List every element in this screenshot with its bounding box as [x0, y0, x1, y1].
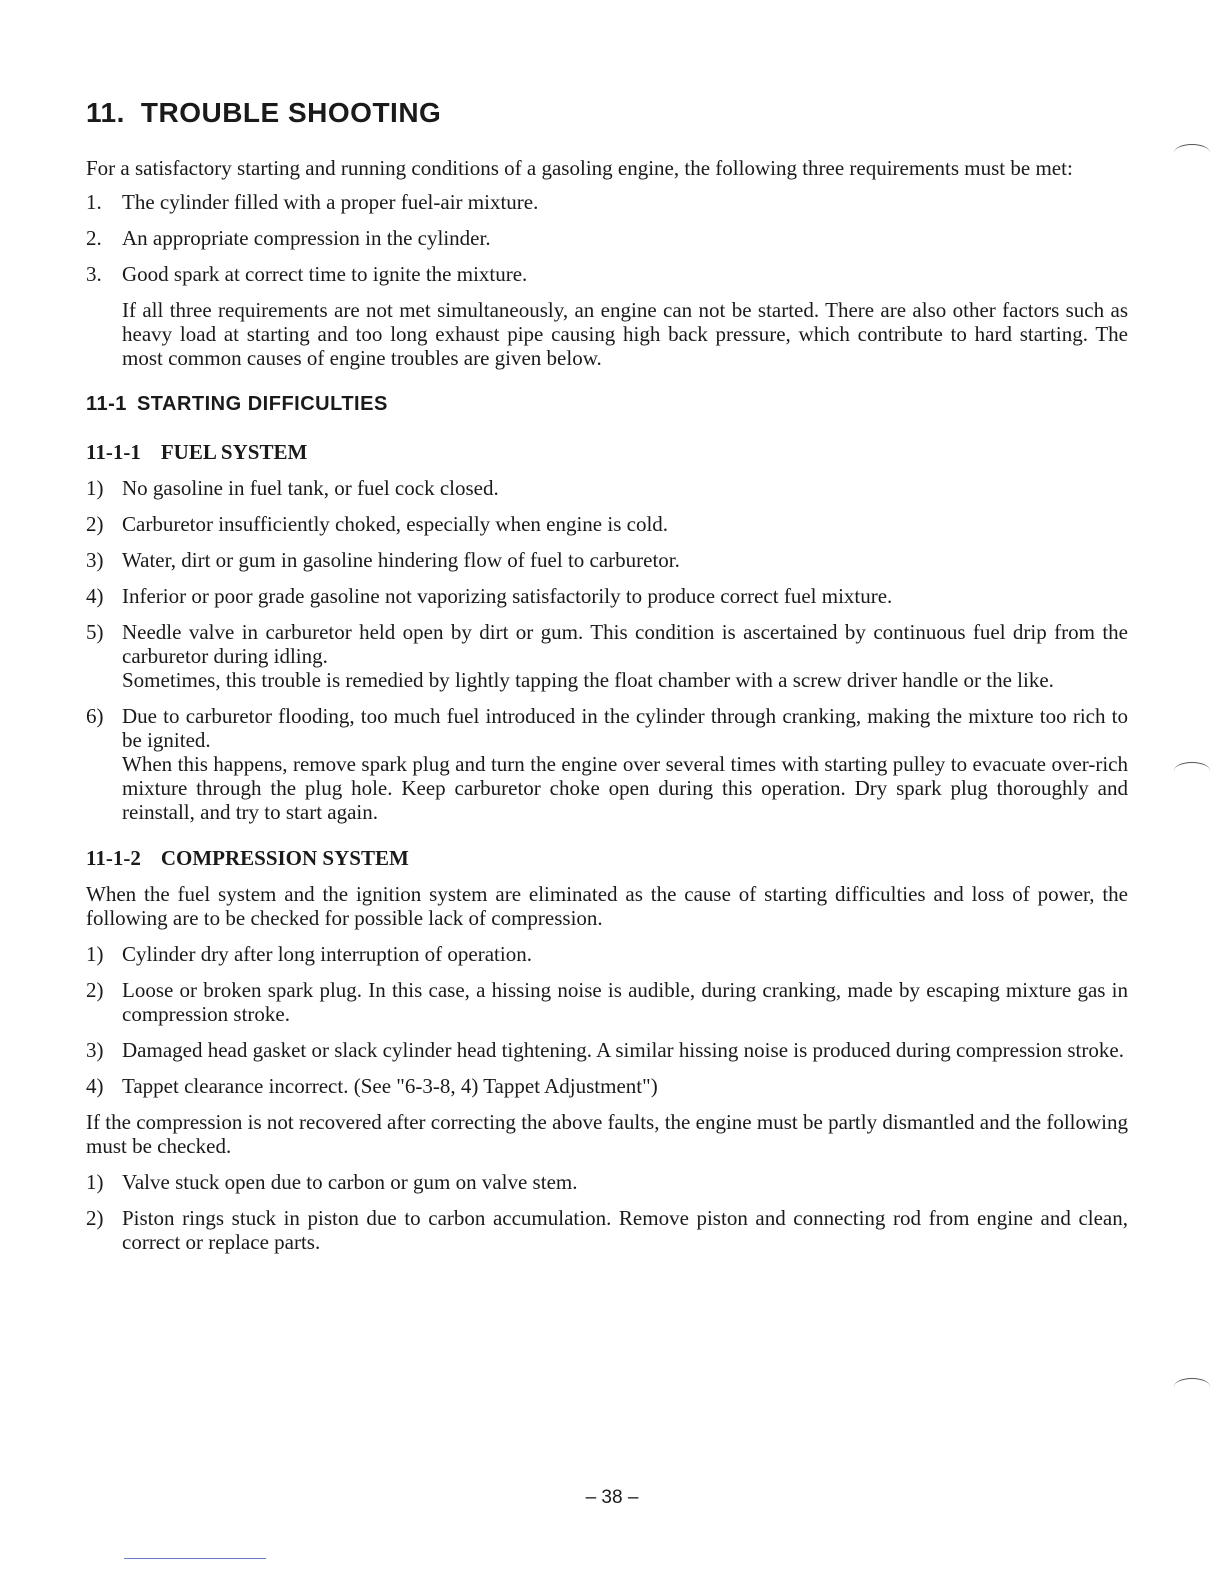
list-item	[86, 1038, 1128, 1062]
intro-paragraph: For a satisfactory starting and running conditions of a gasoling engine, the following three requirements must be met:	[86, 156, 1073, 180]
list-item-text: Due to carburetor flooding, too much fuel introduced in the cylinder through cranking, making the mixture too rich to be ignited.	[122, 704, 1128, 752]
list-item-text: Damaged head gasket or slack cylinder head tightening. A similar hissing noise is produced during compression stroke.	[122, 1038, 1124, 1062]
list-item-text: Carburetor insufficiently choked, especially when engine is cold.	[122, 512, 669, 536]
list-item	[86, 704, 1128, 824]
list-item-text: When this happens, remove spark plug and turn the engine over several times with starting pulley to evacuate over-rich mixture through the plug hole. Keep carburetor choke open during this operation. Dry spark plug thoroughly and reinstall, and try to start again.	[122, 752, 1128, 824]
list-marker: 3.	[86, 262, 102, 286]
list-marker: 2)	[86, 978, 104, 1002]
list-item	[86, 1074, 1128, 1098]
subsection-heading-fuel-system	[86, 440, 1128, 464]
list-item-text: Loose or broken spark plug. In this case, a hissing noise is audible, during cranking, made by escaping mixture gas in compression stroke.	[122, 978, 1128, 1026]
list-item-text: Needle valve in carburetor held open by dirt or gum. This condition is ascertained by continuous fuel drip from the carburetor during idling.	[122, 620, 1128, 668]
list-item	[86, 620, 1128, 692]
fuel-system-list	[86, 476, 1128, 824]
list-marker: 2.	[86, 226, 102, 250]
compression-intro-paragraph: When the fuel system and the ignition system are eliminated as the cause of starting difficulties and loss of power, the following are to be checked for possible lack of compression.	[86, 882, 1128, 930]
chapter-title-text: TROUBLE SHOOTING	[140, 97, 442, 128]
list-item-text: Cylinder dry after long interruption of operation.	[122, 942, 532, 966]
list-item-text: Inferior or poor grade gasoline not vaporizing satisfactorily to produce correct fuel mixture.	[122, 584, 893, 608]
list-item	[86, 1170, 1128, 1194]
binding-hole-mark	[1174, 144, 1210, 161]
list-marker: 2)	[86, 1206, 104, 1230]
list-item	[86, 512, 1128, 536]
binding-hole-mark	[1174, 762, 1210, 779]
list-marker: 2)	[86, 512, 104, 536]
list-item-text: Tappet clearance incorrect. (See "6-3-8, 4) Tappet Adjustment")	[122, 1074, 658, 1098]
list-marker: 6)	[86, 704, 104, 728]
list-item-text: Piston rings stuck in piston due to carbon accumulation. Remove piston and connecting rod from engine and clean, correct or replace parts.	[122, 1206, 1128, 1254]
section-number: 11-1	[86, 393, 127, 415]
section-heading	[86, 392, 1128, 416]
list-item-text: No gasoline in fuel tank, or fuel cock closed.	[122, 476, 499, 500]
subsection-title: COMPRESSION SYSTEM	[160, 846, 409, 870]
binding-hole-mark	[1174, 1378, 1210, 1395]
list-marker: 1)	[86, 1170, 104, 1194]
list-item	[86, 584, 1128, 608]
list-item-text: Water, dirt or gum in gasoline hindering flow of fuel to carburetor.	[122, 548, 680, 572]
list-marker: 1.	[86, 190, 102, 214]
list-item-text: Valve stuck open due to carbon or gum on valve stem.	[122, 1170, 578, 1194]
compression-system-list	[86, 942, 1128, 1098]
list-item	[86, 226, 1128, 250]
list-item	[86, 262, 1128, 286]
requirements-note: If all three requirements are not met simultaneously, an engine can not be started. There are also other factors such as heavy load at starting and too long exhaust pipe causing high back pressure, which contribute to hard starting. The most common causes of engine troubles are given below.	[122, 298, 1128, 370]
list-item-text: Good spark at correct time to ignite the mixture.	[122, 262, 528, 286]
document-page	[86, 96, 1128, 1266]
list-item-text: An appropriate compression in the cylinder.	[122, 226, 491, 250]
list-item	[86, 548, 1128, 572]
list-marker: 5)	[86, 620, 104, 644]
list-item	[86, 978, 1128, 1026]
list-item	[86, 190, 1128, 214]
list-marker: 3)	[86, 1038, 104, 1062]
list-item	[86, 942, 1128, 966]
list-marker: 4)	[86, 1074, 104, 1098]
list-item-text: Sometimes, this trouble is remedied by lightly tapping the float chamber with a screw driver handle or the like.	[122, 668, 1054, 692]
subsection-heading-compression-system	[86, 846, 1128, 870]
requirements-list	[86, 190, 1128, 286]
list-marker: 4)	[86, 584, 104, 608]
footer-rule	[124, 1558, 266, 1559]
dismantle-check-list	[86, 1170, 1128, 1254]
section-title: STARTING DIFFICULTIES	[136, 393, 388, 415]
chapter-title	[86, 96, 1128, 130]
chapter-number: 11.	[86, 97, 125, 128]
list-item-text: The cylinder filled with a proper fuel-air mixture.	[122, 190, 539, 214]
subsection-number: 11-1-1	[86, 440, 141, 464]
list-item	[86, 1206, 1128, 1254]
compression-followup-paragraph: If the compression is not recovered after correcting the above faults, the engine must be partly dismantled and the following must be checked.	[86, 1110, 1128, 1158]
list-item	[86, 476, 1128, 500]
list-marker: 1)	[86, 476, 104, 500]
list-marker: 1)	[86, 942, 104, 966]
subsection-number: 11-1-2	[86, 846, 141, 870]
subsection-title: FUEL SYSTEM	[160, 440, 308, 464]
page-number: – 38 –	[585, 1487, 639, 1508]
list-marker: 3)	[86, 548, 104, 572]
